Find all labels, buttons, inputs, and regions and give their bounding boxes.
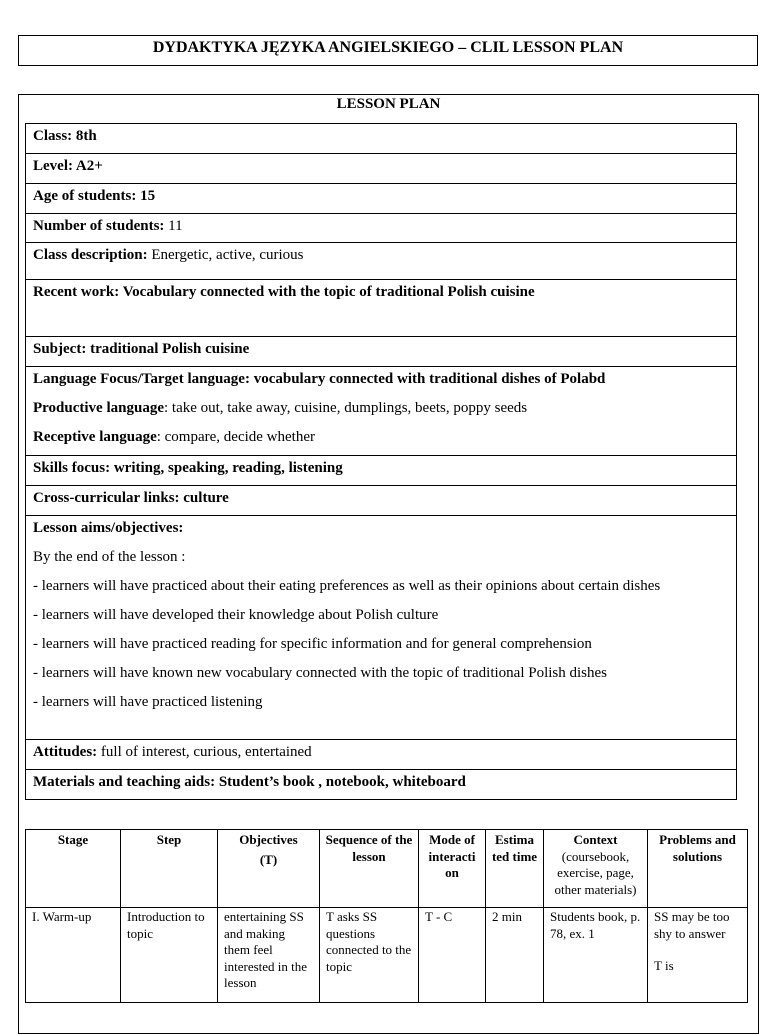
attitudes-label: Attitudes: (33, 744, 98, 760)
cell-problems-text: SS may be too shy to answer (654, 909, 730, 941)
class-row (26, 124, 737, 154)
language-focus-row (26, 367, 737, 456)
skills-row (26, 456, 737, 486)
class-description-label: Class description: (33, 247, 148, 263)
number-row (26, 214, 737, 243)
header-problems: Problems and solutions (648, 830, 748, 908)
age-row (26, 184, 737, 214)
level-row (26, 154, 737, 184)
cell-sequence: T asks SS questions connected to the topic (320, 908, 419, 1003)
recent-work-row (26, 280, 737, 337)
recent-work-label: Recent work: Vocabulary connected with the topic of traditional Polish cuisine (33, 284, 535, 300)
cell-problems-extra: T is (654, 958, 674, 973)
materials-label: Materials and teaching aids: Student’s book , notebook, whiteboard (33, 774, 466, 790)
productive-value: : take out, take away, cuisine, dumplings, beets, poppy seeds (163, 400, 528, 416)
aim-item: - learners will have practiced listening (33, 694, 263, 710)
productive-label: Productive language (33, 400, 164, 416)
skills-label: Skills focus: writing, speaking, reading, listening (33, 460, 343, 476)
cell-time: 2 min (486, 908, 544, 1003)
document-title-text: DYDAKTYKA JĘZYKA ANGIELSKIEGO – CLIL LESSON PLAN (152, 39, 624, 56)
aim-item: - learners will have practiced reading for specific information and for general comprehension (33, 636, 592, 652)
header-mode: Mode of interacti on (419, 830, 486, 908)
header-stage: Stage (26, 830, 121, 908)
class-label: Class: 8th (33, 128, 97, 144)
cell-objectives: entertaining SS and making them feel interested in the lesson (218, 908, 320, 1003)
header-context-sub: (coursebook, exercise, page, other materials) (554, 848, 637, 897)
header-objectives (218, 830, 320, 908)
subject-row (26, 337, 737, 367)
header-step: Step (121, 830, 218, 908)
level-label: Level: A2+ (33, 158, 103, 174)
cell-problems (648, 908, 748, 1003)
receptive-label: Receptive language (33, 429, 157, 445)
receptive-value: : compare, decide whether (156, 429, 315, 445)
lesson-info-table (25, 123, 737, 800)
header-context-title: Context (573, 832, 618, 847)
table-row (26, 908, 748, 1003)
lesson-plan-heading: LESSON PLAN (336, 96, 441, 112)
lesson-stages-table (25, 829, 748, 1003)
productive-language (33, 398, 729, 418)
materials-row (26, 770, 737, 800)
header-sequence: Sequence of the lesson (320, 830, 419, 908)
cross-curricular-label: Cross-curricular links: culture (33, 490, 229, 506)
class-description-value: Energetic, active, curious (147, 247, 304, 263)
cell-mode: T - C (419, 908, 486, 1003)
document-title (18, 35, 758, 66)
aims-intro: By the end of the lesson : (33, 549, 186, 565)
age-label: Age of students: 15 (33, 188, 156, 204)
cell-context: Students book, p. 78, ex. 1 (544, 908, 648, 1003)
aim-item: - learners will have known new vocabulary connected with the topic of traditional Polish dishes (33, 665, 608, 681)
header-objectives-sub: (T) (259, 851, 278, 867)
class-description-row (26, 243, 737, 280)
table-header-row (26, 830, 748, 908)
cell-step: Introduction to topic (121, 908, 218, 1003)
header-objectives-title: Objectives (239, 832, 298, 847)
number-label: Number of students: (33, 218, 165, 234)
attitudes-row (26, 740, 737, 770)
cross-curricular-row (26, 486, 737, 516)
number-value: 11 (164, 218, 183, 234)
aim-item: - learners will have practiced about their eating preferences as well as their opinions about certain dishes (33, 578, 661, 594)
cell-stage: I. Warm-up (26, 908, 121, 1003)
receptive-language (33, 427, 729, 447)
header-context (544, 830, 648, 908)
aims-row (26, 516, 737, 740)
header-time: Estima ted time (486, 830, 544, 908)
aim-item: - learners will have developed their knowledge about Polish culture (33, 607, 439, 623)
aims-label: Lesson aims/objectives: (33, 520, 184, 536)
subject-label: Subject: traditional Polish cuisine (33, 341, 250, 357)
attitudes-value: full of interest, curious, entertained (97, 744, 312, 760)
language-focus-label: Language Focus/Target language: vocabulary connected with traditional dishes of Polabd (33, 371, 606, 387)
